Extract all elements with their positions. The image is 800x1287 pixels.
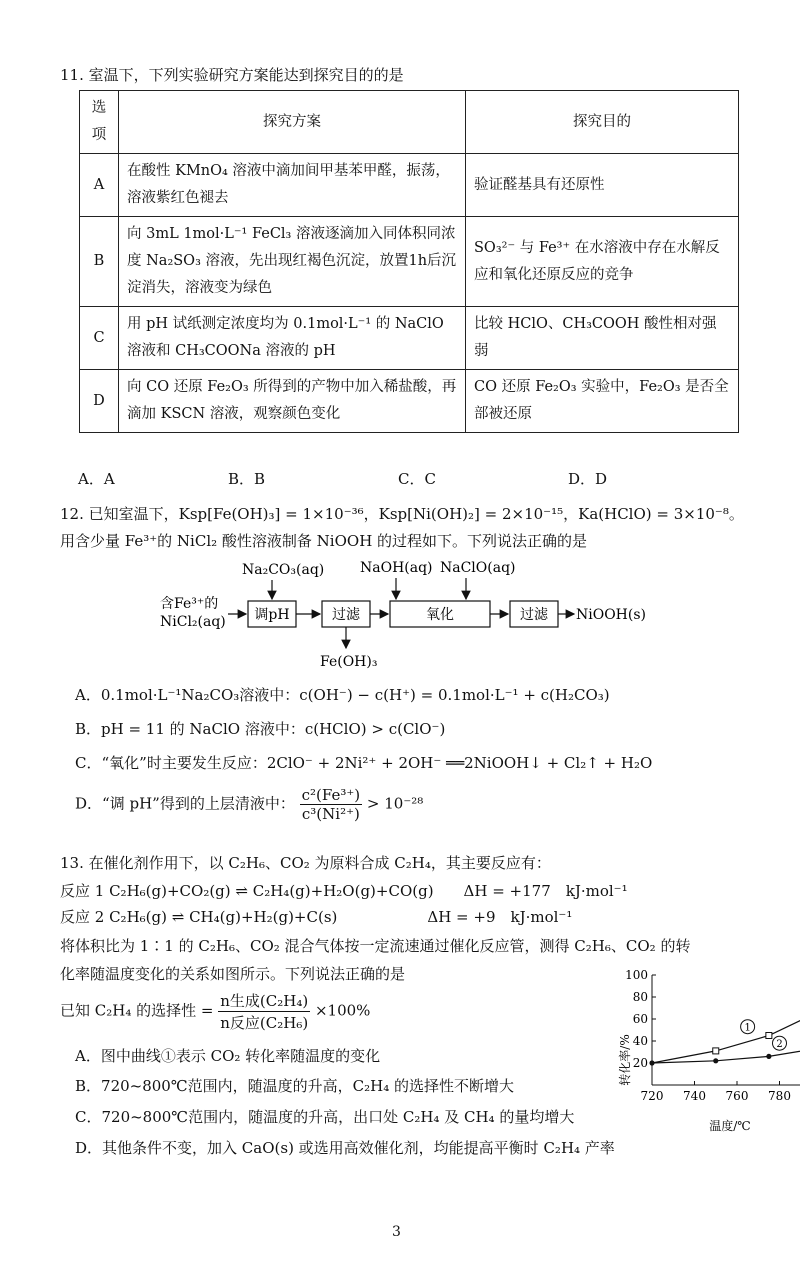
selectivity-prefix: 已知 C₂H₄ 的选择性 =	[60, 1001, 214, 1020]
chart-ylabel: 转化率/%	[618, 1034, 632, 1086]
q12-option-d[interactable]	[75, 786, 423, 823]
flow-reagent1: Na₂CO₃(aq)	[242, 562, 325, 578]
q13-stem-line3: 化率随温度变化的关系如图所示。下列说法正确的是	[60, 965, 406, 983]
choice-d[interactable]: D．D	[568, 470, 608, 488]
q13-stem: 13. 在催化剂作用下，以 C₂H₆、CO₂ 为原料合成 C₂H₄，其主要反应有：	[60, 854, 551, 872]
row-goal: SO₃²⁻ 与 Fe³⁺ 在水溶液中存在水解反应和氧化还原反应的竞争	[466, 217, 739, 307]
chart-xlabel: 温度/℃	[709, 1119, 751, 1133]
table-row	[80, 370, 739, 433]
x-tick-label: 760	[725, 1089, 749, 1103]
row-option: B	[80, 217, 119, 307]
q12-option-a[interactable]: A．0.1mol·L⁻¹Na₂CO₃溶液中：c(OH⁻) − c(H⁺) = 0.1mol·L⁻¹ + c(H₂CO₃)	[75, 686, 610, 704]
fraction-numerator: n生成(C₂H₄)	[220, 992, 309, 1010]
q12-option-b[interactable]: B．pH = 11 的 NaClO 溶液中：c(HClO) > c(ClO⁻)	[75, 720, 446, 738]
row-goal: CO 还原 Fe₂O₃ 实验中，Fe₂O₃ 是否全部被还原	[466, 370, 739, 433]
q12-option-d-prefix: D．“调 pH”得到的上层清液中：	[75, 794, 295, 813]
row-plan: 用 pH 试纸测定浓度均为 0.1mol·L⁻¹ 的 NaClO 溶液和 CH₃COONa 溶液的 pH	[119, 307, 466, 370]
row-goal: 比较 HClO、CH₃COOH 酸性相对强弱	[466, 307, 739, 370]
q13-option-a[interactable]: A．图中曲线①表示 CO₂ 转化率随温度的变化	[75, 1047, 381, 1065]
table-header-row	[80, 91, 739, 154]
series-start-point	[649, 1060, 654, 1065]
flow-reagent2: NaOH(aq)	[360, 560, 433, 576]
fraction-denominator: n反应(C₂H₆)	[220, 1014, 309, 1032]
q13-option-d[interactable]: D．其他条件不变，加入 CaO(s) 或选用高效催化剂，均能提高平衡时 C₂H₄ 产率	[75, 1139, 615, 1157]
series-2-point	[766, 1054, 771, 1059]
y-tick-label: 20	[632, 1056, 648, 1070]
flow-byproduct: Fe(OH)₃	[320, 654, 378, 670]
x-tick-label: 780	[768, 1089, 791, 1103]
conversion-chart	[615, 965, 800, 1140]
flow-reagent3: NaClO(aq)	[440, 560, 516, 576]
y-tick-label: 40	[632, 1034, 648, 1048]
flow-step1-label: 调pH	[254, 607, 290, 623]
flow-start-line2: NiCl₂(aq)	[160, 614, 226, 630]
series-1-point	[713, 1048, 719, 1054]
choice-c[interactable]: C．C	[398, 470, 436, 488]
flow-step3-label: 氧化	[426, 607, 454, 623]
x-tick-label: 720	[640, 1089, 664, 1103]
q11-stem: 11. 室温下，下列实验研究方案能达到探究目的的是	[60, 66, 404, 84]
row-plan: 向 3mL 1mol·L⁻¹ FeCl₃ 溶液逐滴加入同体积同浓度 Na₂SO₃ 溶液，先出现红褐色沉淀，放置1h后沉淀消失，溶液变为绿色	[119, 217, 466, 307]
chart-series	[649, 1010, 800, 1065]
row-goal: 验证醛基具有还原性	[466, 154, 739, 217]
header-goal: 探究目的	[466, 91, 739, 154]
q13-reaction-1: 反应 1 C₂H₆(g)+CO₂(g) ⇌ C₂H₄(g)+H₂O(g)+CO(g) ΔH = +177 kJ·mol⁻¹	[60, 882, 628, 900]
fraction-numerator: c²(Fe³⁺)	[301, 786, 361, 804]
header-plan: 探究方案	[119, 91, 466, 154]
choice-a[interactable]: A．A	[78, 470, 115, 488]
q13-option-c[interactable]: C．720~800℃范围内，随温度的升高，出口处 C₂H₄ 及 CH₄ 的量均增大	[75, 1108, 575, 1126]
q12-flow-diagram	[160, 556, 680, 676]
flow-product: NiOOH(s)	[576, 607, 646, 623]
fraction-denominator: c³(Ni²⁺)	[301, 805, 360, 823]
flow-step4-label: 过滤	[520, 607, 548, 623]
y-tick-label: 80	[632, 990, 648, 1004]
q12-stem-line2: 用含少量 Fe³⁺的 NiCl₂ 酸性溶液制备 NiOOH 的过程如下。下列说法正确的是	[60, 532, 588, 550]
row-plan: 在酸性 KMnO₄ 溶液中滴加间甲基苯甲醛，振荡，溶液紫红色褪去	[119, 154, 466, 217]
q11-table	[79, 90, 739, 433]
table-row	[80, 217, 739, 307]
series-2-point	[713, 1058, 718, 1063]
q12-option-d-suffix: > 10⁻²⁸	[366, 794, 424, 813]
table-row	[80, 154, 739, 217]
series-label: 1	[744, 1022, 751, 1034]
series-label: 2	[776, 1039, 783, 1051]
row-option: A	[80, 154, 119, 217]
table-row	[80, 307, 739, 370]
q13-option-b[interactable]: B．720~800℃范围内，随温度的升高，C₂H₄ 的选择性不断增大	[75, 1077, 514, 1095]
row-option: C	[80, 307, 119, 370]
x-tick-label: 740	[683, 1089, 706, 1103]
q13-reaction-2: 反应 2 C₂H₆(g) ⇌ CH₄(g)+H₂(g)+C(s) ΔH = +9 kJ·mol⁻¹	[60, 908, 573, 926]
q13-selectivity-definition	[60, 990, 370, 1033]
row-plan: 向 CO 还原 Fe₂O₃ 所得到的产物中加入稀盐酸，再滴加 KSCN 溶液，观察颜色变化	[119, 370, 466, 433]
selectivity-fraction	[218, 990, 310, 1033]
q13-stem-line2: 将体积比为 1∶1 的 C₂H₆、CO₂ 混合气体按一定流速通过催化反应管，测得 C₂H₆、CO₂ 的转	[60, 937, 691, 955]
q12-stem-line1: 12. 已知室温下，Ksp[Fe(OH)₃] = 1×10⁻³⁶，Ksp[Ni(OH)₂] = 2×10⁻¹⁵，Ka(HClO) = 3×10⁻⁸。	[60, 505, 744, 523]
choice-b[interactable]: B．B	[228, 470, 266, 488]
selectivity-suffix: ×100%	[314, 1001, 371, 1020]
chart-axes	[625, 968, 800, 1103]
page-number: 3	[392, 1224, 401, 1240]
y-tick-label: 100	[625, 968, 648, 982]
y-tick-label: 60	[632, 1012, 648, 1026]
flow-step2-label: 过滤	[332, 607, 360, 623]
q12-option-d-fraction	[300, 786, 363, 823]
series-1-point	[766, 1033, 772, 1039]
header-option: 选 项	[80, 91, 119, 154]
row-option: D	[80, 370, 119, 433]
q12-option-c[interactable]: C．“氧化”时主要发生反应：2ClO⁻ + 2Ni²⁺ + 2OH⁻ ══2NiOOH↓ + Cl₂↑ + H₂O	[75, 754, 653, 772]
flow-start-line1: 含Fe³⁺的	[160, 596, 219, 612]
